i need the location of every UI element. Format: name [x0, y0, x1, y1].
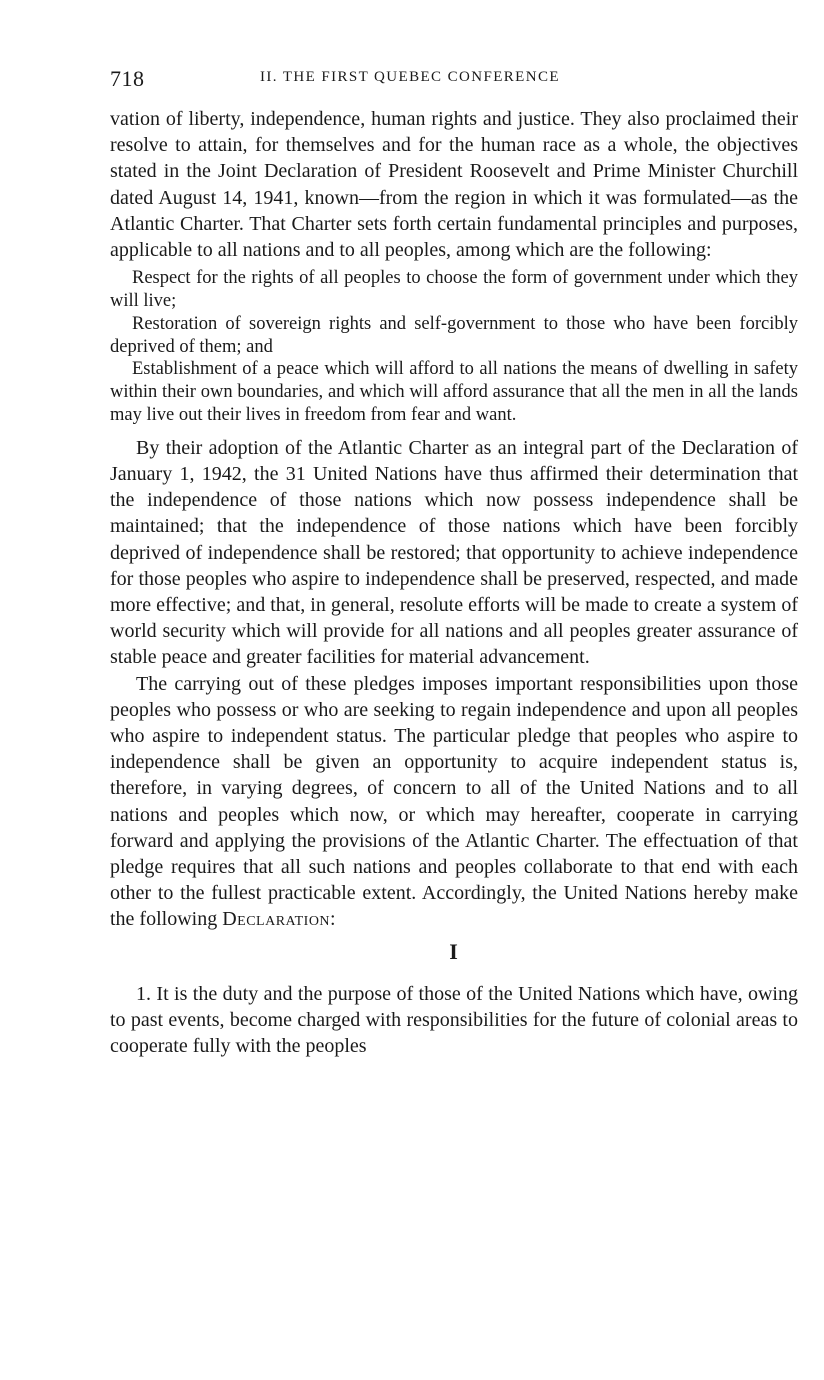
- quotation-item: Restoration of sovereign rights and self-government to those who have been forcibly deprived of them; and: [110, 313, 798, 357]
- page-header: [110, 62, 798, 96]
- paragraph-continued: vation of liberty, independence, human rights and justice. They also proclaimed their resolve to attain, for themselves and for the human race as a whole, the objectives stated in the Joint Declaration of President Roosevelt and Prime Minister Churchill dated August 14, 1941, known—from the region in which it was formulated—as the Atlantic Charter. That Charter sets forth certain fundamental principles and purposes, applicable to all nations and to all peoples, among which are the following:: [110, 108, 798, 262]
- charter-quotation: [110, 267, 798, 427]
- quotation-item: Establishment of a peace which will afford to all nations the means of dwelling in safety within their own boundaries, and which will afford assurance that all the men in all the lands may live out their lives in freedom from fear and want.: [110, 359, 798, 425]
- document-page: [110, 62, 798, 1059]
- paragraph-pledges: [110, 671, 798, 933]
- paragraph-atlantic-charter-adoption: By their adoption of the Atlantic Charter as an integral part of the Declaration of January 1, 1942, the 31 United Nations have thus affirmed their determination that the independence of those nations which now possess independence shall be maintained; that the independence of those nations which have been forcibly deprived of independence shall be restored; that opportunity to achieve independence for those peoples who aspire to independence shall be preserved, respected, and made more effective; and that, in general, resolute efforts will be made to create a system of world security which will provide for all nations and all peoples greater assurance of stable peace and greater facilities for material advancement.: [110, 436, 798, 669]
- section-numeral: I: [449, 938, 459, 964]
- declaration-colon: :: [330, 908, 336, 931]
- paragraph-pledges-text: The carrying out of these pledges imposes important responsibilities upon those peoples who possess or who are seeking to regain independence and upon all peoples who aspire to independent status. The particular pledge that peoples who aspire to independence shall be given an opportunity to acquire independent status is, therefore, in varying degrees, of concern to all of the United Nations and to all nations and peoples which now, or which may hereafter, cooperate in carrying forward and applying the provisions of the Atlantic Charter. The effectuation of that pledge requires that all such nations and peoples collaborate to that end with each other to the fullest practicable extent. Accordingly, the United Nations hereby make the following: [110, 672, 798, 931]
- quotation-item: Respect for the rights of all peoples to choose the form of government under which they will live;: [110, 268, 798, 312]
- running-head: II. THE FIRST QUEBEC CONFERENCE: [260, 69, 560, 85]
- declaration-label: Declaration: [222, 908, 331, 931]
- paragraph-article-1: 1. It is the duty and the purpose of those of the United Nations which have, owing to past events, become charged with responsibilities for the future of colonial areas to cooperate fully with the peoples: [110, 982, 798, 1058]
- page-number: 718: [110, 66, 145, 91]
